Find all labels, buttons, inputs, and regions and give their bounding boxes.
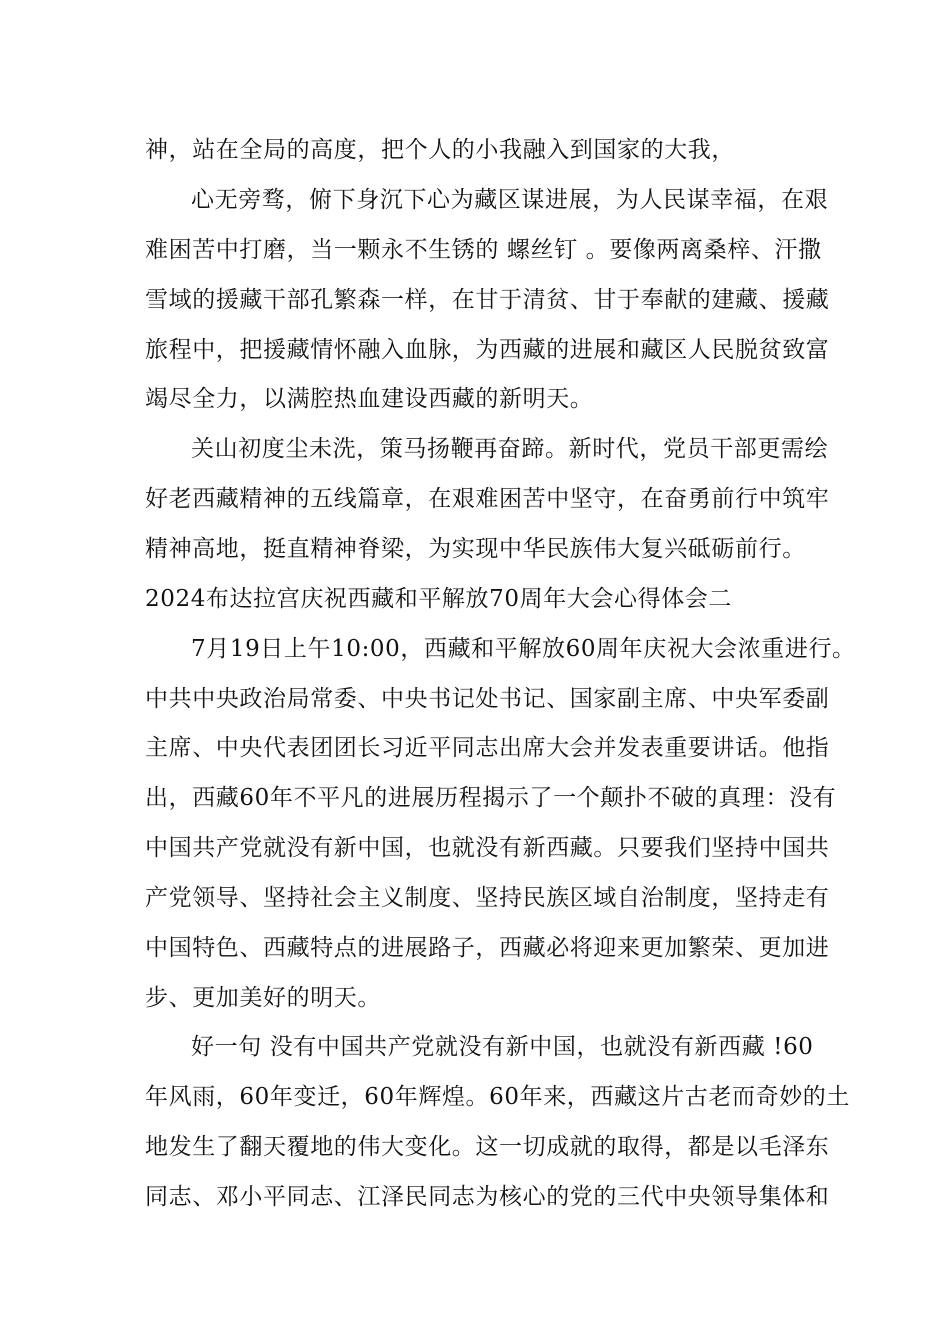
paragraph-line-first: 心无旁骛，俯下身沉下心为藏区谋进展，为人民谋幸福，在艰 xyxy=(191,187,829,213)
section-title: 2024布达拉宫庆祝西藏和平解放70周年大会心得体会二 xyxy=(145,586,732,612)
paragraph-line: 同志、邓小平同志、江泽民同志为核心的党的三代中央领导集体和 xyxy=(145,1184,830,1210)
paragraph-line: 地发生了翻天覆地的伟大变化。这一切成就的取得，都是以毛泽东 xyxy=(145,1134,830,1160)
paragraph-line: 年风雨，60年变迁，60年辉煌。60年来，西藏这片古老而奇妙的土 xyxy=(145,1084,850,1110)
paragraph-line: 精神高地，挺直精神脊梁，为实现中华民族伟大复兴砥砺前行。 xyxy=(145,536,806,562)
paragraph-line: 主席、中央代表团团长习近平同志出席大会并发表重要讲话。他指 xyxy=(145,735,830,761)
paragraph-line: 旅程中，把援藏情怀融入血脉，为西藏的进展和藏区人民脱贫致富 xyxy=(145,337,830,363)
paragraph-line: 好老西藏精神的五线篇章，在艰难困苦中坚守，在奋勇前行中筑牢 xyxy=(145,486,830,512)
paragraph-line: 产党领导、坚持社会主义制度、坚持民族区域自治制度，坚持走有 xyxy=(145,885,830,911)
paragraph-line: 步、更加美好的明天。 xyxy=(145,985,381,1011)
paragraph-line-continuation: 神，站在全局的高度，把个人的小我融入到国家的大我， xyxy=(145,137,735,163)
paragraph-line: 竭尽全力，以满腔热血建设西藏的新明天。 xyxy=(145,386,594,412)
paragraph-line: 中国特色、西藏特点的进展路子，西藏必将迎来更加繁荣、更加进 xyxy=(145,935,830,961)
paragraph-line: 出，西藏60年不平凡的进展历程揭示了一个颠扑不破的真理：没有 xyxy=(145,785,837,811)
paragraph-line: 中共中央政治局常委、中央书记处书记、国家副主席、中央军委副 xyxy=(145,686,830,712)
paragraph-line: 难困苦中打磨，当一颗永不生锈的 螺丝钉 。要像两离桑梓、汗撒 xyxy=(145,237,822,263)
paragraph-line: 中国共产党就没有新中国，也就没有新西藏。只要我们坚持中国共 xyxy=(145,835,830,861)
paragraph-line-first: 7月19日上午10:00，西藏和平解放60周年庆祝大会浓重进行。 xyxy=(191,636,856,662)
paragraph-line-first: 关山初度尘未洗，策马扬鞭再奋蹄。新时代，党员干部更需绘 xyxy=(191,436,829,462)
paragraph-line: 雪域的援藏干部孔繁森一样，在甘于清贫、甘于奉献的建藏、援藏 xyxy=(145,287,830,313)
paragraph-line-first: 好一句 没有中国共产党就没有新中国，也就没有新西藏 !60 xyxy=(191,1034,814,1060)
